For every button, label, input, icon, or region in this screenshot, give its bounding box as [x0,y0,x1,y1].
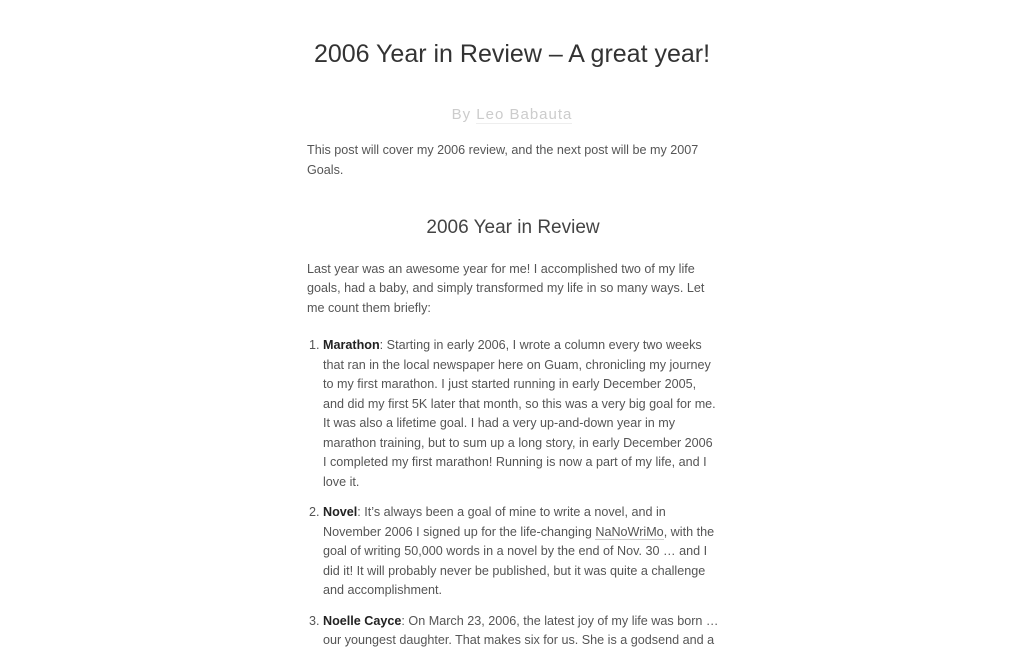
section-heading: 2006 Year in Review [426,217,600,238]
item-label: Novel [323,505,358,519]
item-label: Noelle Cayce [323,613,402,628]
item-text: : It’s always been a goal of mine to write a novel, and in November 2006 I signed up for the life-changing [323,505,666,539]
author-link[interactable]: Leo Babauta [476,106,573,123]
byline-prefix: By [451,106,472,123]
section-intro: Last year was an awesome year for me! I accomplished two of my life goals, had a baby, and simply transformed my life in so many ways. Let me count them briefly: [307,261,705,315]
list-item-marathon [323,336,719,492]
post-content [307,141,719,662]
nanowrimo-link[interactable]: NaNoWriMo [595,524,664,539]
list-item-noelle [323,612,719,651]
item-text: : On March 23, 2006, the latest joy of my life was born … our youngest daughter. That makes six for us. She is a godsend and a [323,613,719,647]
byline [0,106,1024,123]
item-label: Marathon [323,338,380,352]
item-text: : Starting in early 2006, I wrote a column every two weeks that ran in the local newspaper here on Guam, chronicling my journey to my first marathon. I just started running in early December 2005, and did my first 5K later that month, so this was a very big goal for me. It was also a lifetime goal. I had a very up-and-down year in my marathon training, but to sum up a long story, in early December 2006 I completed my first marathon! Running is now a part of my life, and I love it. [323,338,716,489]
post-title: 2006 Year in Review – A great year! [313,40,711,68]
intro-paragraph: This post will cover my 2006 review, and the next post will be my 2007 Goals. [307,143,699,177]
item-text: , with the goal of writing 50,000 words in a novel by the end of Nov. 30 … and I did it! It will probably never be published, but it was quite a challenge and accomplishment. [323,524,715,597]
accomplishments-list [307,336,719,651]
list-item-novel [323,503,719,601]
